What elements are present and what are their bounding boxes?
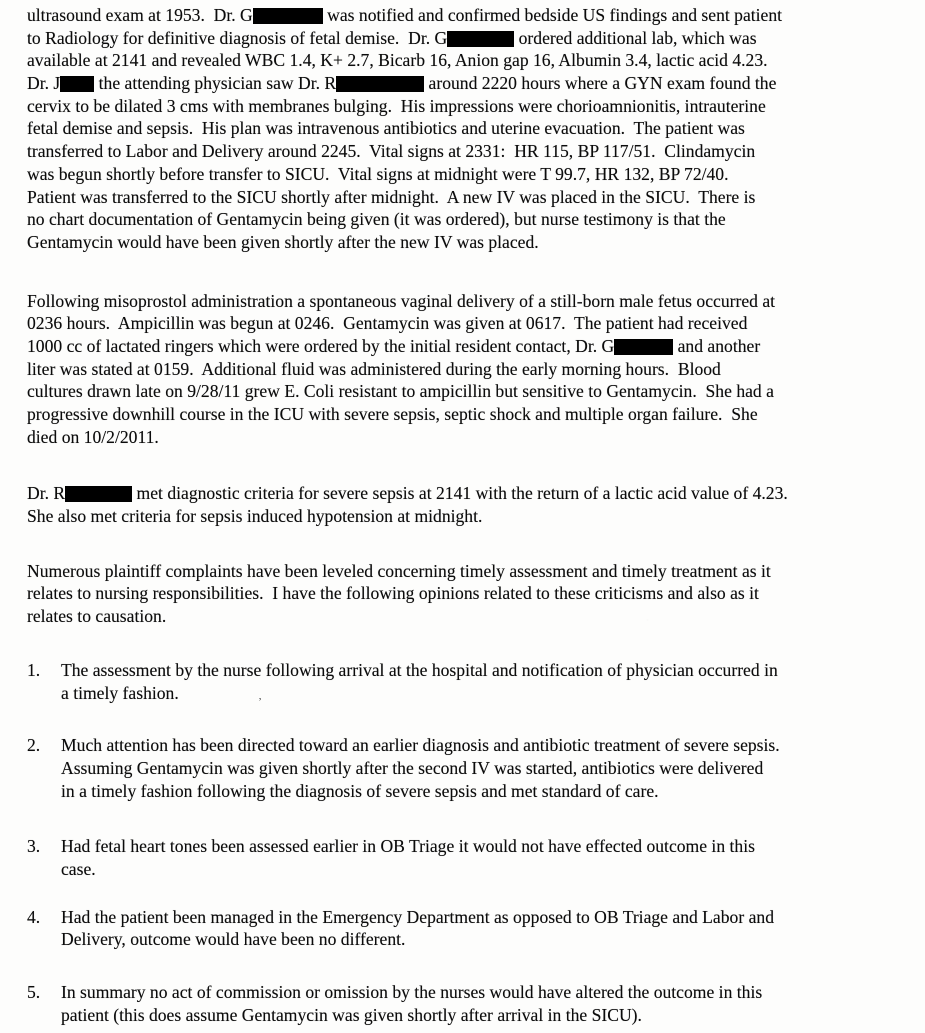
text-run: the attending physician saw Dr. R — [94, 73, 337, 94]
text-run: The assessment by the nurse following arrival at the hospital and notification of physician occurred in — [61, 659, 778, 680]
list-item-text — [61, 981, 909, 1026]
text-line — [27, 140, 909, 163]
redaction-bar — [336, 76, 424, 92]
list-number: 1. — [27, 659, 41, 680]
list-number: 2. — [27, 735, 41, 756]
text-run: cervix to be dilated 3 cms with membranes bulging. His impressions were chorioamnionitis, intrauterine — [27, 95, 766, 116]
text-run: Dr. R — [27, 483, 66, 504]
text-run: no chart documentation of Gentamycin being given (it was ordered), but nurse testimony is that the — [27, 209, 726, 230]
text-line — [61, 858, 909, 881]
text-line — [27, 560, 909, 583]
text-run: in a timely fashion following the diagnosis of severe sepsis and met standard of care. — [61, 780, 659, 801]
text-line — [61, 928, 909, 951]
redaction-bar — [253, 8, 323, 24]
text-run: fetal demise and sepsis. His plan was intravenous antibiotics and uterine evacuation. The patient was — [27, 118, 745, 139]
text-line — [27, 117, 909, 140]
text-run: died on 10/2/2011. — [27, 426, 159, 447]
text-line — [27, 312, 909, 335]
text-line — [27, 335, 909, 358]
list-number: 4. — [27, 906, 41, 927]
text-run: case. — [61, 858, 96, 879]
list-item-text — [61, 906, 909, 951]
list-item — [27, 734, 909, 802]
text-line — [27, 27, 909, 50]
redaction-bar — [65, 486, 132, 502]
text-line — [61, 981, 909, 1004]
text-line — [27, 290, 909, 313]
scan-artifact-mark: , — [258, 689, 262, 702]
text-run: Had fetal heart tones been assessed earlier in OB Triage it would not have effected outcome in this — [61, 836, 755, 857]
text-run: In summary no act of commission or omission by the nurses would have altered the outcome in this — [61, 982, 763, 1002]
text-run: relates to nursing responsibilities. I have the following opinions related to these criticisms and also as it — [27, 583, 759, 604]
list-item — [27, 835, 909, 880]
list-item-text — [61, 734, 909, 802]
text-run: Had the patient been managed in the Emergency Department as opposed to OB Triage and Labor and — [61, 906, 774, 927]
paragraph — [27, 290, 909, 449]
text-run: Assuming Gentamycin was given shortly after the second IV was started, antibiotics were delivered — [61, 757, 764, 778]
text-run: progressive downhill course in the ICU with severe sepsis, septic shock and multiple organ failure. She — [27, 404, 758, 424]
text-line — [27, 426, 909, 449]
paragraph — [27, 482, 909, 527]
text-run: ultrasound exam at 1953. Dr. G — [27, 5, 253, 25]
text-line — [27, 505, 909, 528]
list-item — [27, 906, 909, 951]
list-item-text — [61, 659, 909, 704]
text-line — [27, 72, 909, 95]
text-run: and another — [673, 335, 761, 356]
text-run: transferred to Labor and Delivery around 2245. Vital signs at 2331: HR 115, BP 117/51. Clindamycin — [27, 141, 756, 162]
text-run: Patient was transferred to the SICU shortly after midnight. A new IV was placed in the SICU. There is — [27, 186, 756, 207]
text-line — [27, 380, 909, 403]
text-line — [61, 734, 909, 757]
text-line — [61, 682, 909, 705]
text-line — [27, 358, 909, 381]
text-run: Following misoprostol administration a spontaneous vaginal delivery of a still-born male fetus occurred at — [27, 290, 776, 311]
text-line — [61, 757, 909, 780]
list-item — [27, 659, 909, 704]
text-run: liter was stated at 0159. Additional fluid was administered during the early morning hours. Blood — [27, 358, 721, 379]
text-run: was begun shortly before transfer to SICU. Vital signs at midnight were T 99.7, HR 132, BP 72/40. — [27, 163, 729, 184]
text-line — [27, 4, 909, 27]
text-run: patient (this does assume Gentamycin was given shortly after arrival in the SICU). — [61, 1004, 642, 1025]
list-number: 5. — [27, 982, 41, 1002]
paragraph — [27, 4, 909, 254]
text-line — [61, 780, 909, 803]
redaction-bar — [447, 31, 514, 47]
text-line — [27, 482, 909, 505]
text-line — [27, 403, 909, 426]
text-line — [61, 835, 909, 858]
text-run: Much attention has been directed toward an earlier diagnosis and antibiotic treatment of severe sepsis. — [61, 735, 780, 756]
redaction-bar — [614, 339, 673, 355]
text-line — [27, 231, 909, 254]
text-line — [27, 163, 909, 186]
text-line — [61, 659, 909, 682]
text-line — [61, 906, 909, 929]
text-run: Delivery, outcome would have been no different. — [61, 929, 406, 950]
text-run: around 2220 hours where a GYN exam found the — [424, 73, 777, 94]
text-line — [27, 582, 909, 605]
text-line — [27, 186, 909, 209]
list-item-text — [61, 835, 909, 880]
text-run: met diagnostic criteria for severe sepsis at 2141 with the return of a lactic acid value of 4.23. — [132, 483, 788, 504]
text-run: available at 2141 and revealed WBC 1.4, K+ 2.7, Bicarb 16, Anion gap 16, Albumin 3.4, lactic acid 4.23. — [27, 50, 768, 71]
text-line — [27, 49, 909, 72]
text-run: cultures drawn late on 9/28/11 grew E. Coli resistant to ampicillin but sensitive to Gentamycin. She had a — [27, 381, 774, 402]
text-line — [27, 208, 909, 231]
text-line — [61, 1004, 909, 1027]
text-run: Numerous plaintiff complaints have been leveled concerning timely assessment and timely treatment as it — [27, 560, 771, 581]
text-run: was notified and confirmed bedside US findings and sent patient — [322, 5, 783, 25]
text-line — [27, 95, 909, 118]
text-run: relates to causation. — [27, 606, 167, 627]
text-run: to Radiology for definitive diagnosis of fetal demise. Dr. G — [27, 27, 448, 48]
text-run: 1000 cc of lactated ringers which were ordered by the initial resident contact, Dr. G — [27, 335, 615, 356]
redaction-bar — [60, 76, 94, 92]
text-run: a timely fashion. — [61, 682, 179, 703]
list-number: 3. — [27, 836, 41, 857]
text-run: Dr. J — [27, 73, 61, 94]
text-run: Gentamycin would have been given shortly after the new IV was placed. — [27, 231, 539, 252]
text-line — [27, 605, 909, 628]
list-item — [27, 981, 909, 1026]
paragraph — [27, 560, 909, 628]
text-run: 0236 hours. Ampicillin was begun at 0246. Gentamycin was given at 0617. The patient had received — [27, 313, 748, 334]
text-run: ordered additional lab, which was — [514, 27, 757, 48]
text-run: She also met criteria for sepsis induced hypotension at midnight. — [27, 506, 483, 527]
